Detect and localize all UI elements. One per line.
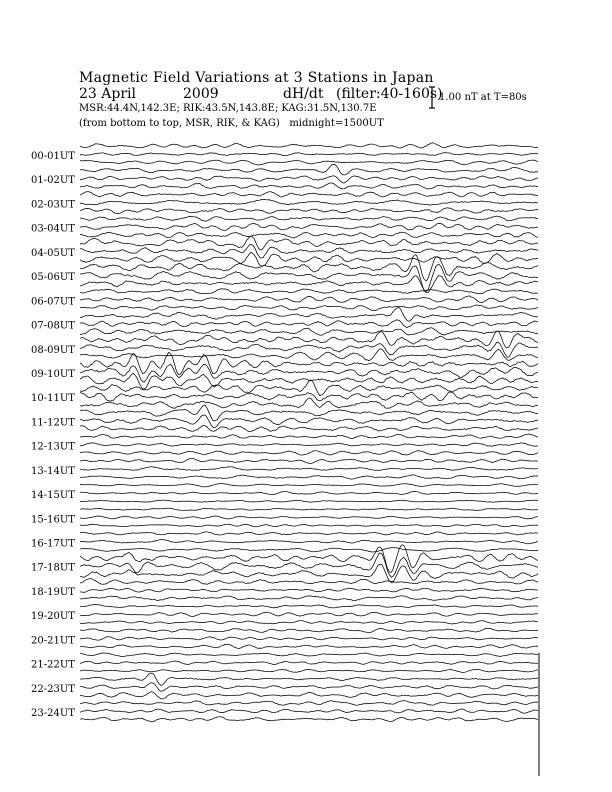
trace-line <box>80 637 538 640</box>
filter-label: (filter:40-160s) <box>336 86 443 102</box>
trace-line <box>80 208 538 214</box>
date-day: 23 April <box>79 86 136 102</box>
trace-line <box>80 508 538 511</box>
scale-bar <box>429 87 435 108</box>
trace-line <box>80 516 538 519</box>
trace-line <box>80 216 538 221</box>
trace-line <box>80 588 538 592</box>
trace-line <box>80 320 538 328</box>
hour-labels <box>31 151 75 719</box>
order-note: (from bottom to top, MSR, RIK, & KAG) <box>79 118 280 129</box>
trace-line <box>80 183 538 189</box>
trace-line <box>80 264 538 291</box>
station-coordinates: MSR:44.4N,142.3E; RIK:43.5N,143.8E; KAG:31.5N,130.7E <box>79 103 377 114</box>
trace-line <box>80 596 538 601</box>
hour-label: 00-01UT <box>31 151 75 162</box>
trace-line <box>80 252 538 266</box>
hour-label: 17-18UT <box>31 562 75 574</box>
hour-label: 03-04UT <box>31 223 75 235</box>
trace-line <box>80 491 538 494</box>
trace-group <box>80 143 538 722</box>
trace-line <box>80 467 538 471</box>
trace-line <box>80 484 538 487</box>
trace-line <box>80 653 538 657</box>
trace-line <box>80 661 538 665</box>
trace-line <box>80 548 538 552</box>
trace-line <box>80 701 538 706</box>
chart-title: Magnetic Field Variations at 3 Stations in Japan <box>79 70 434 86</box>
trace-line <box>80 305 538 311</box>
trace-line <box>80 459 538 464</box>
hour-label: 01-02UT <box>31 175 75 187</box>
trace-line <box>80 673 538 685</box>
hour-label: 07-08UT <box>31 320 75 332</box>
hour-label: 09-10UT <box>31 368 75 380</box>
trace-line <box>80 579 538 585</box>
trace-line <box>80 451 538 456</box>
hour-label: 14-15UT <box>31 490 75 502</box>
trace-line <box>80 236 538 250</box>
trace-line <box>80 612 538 616</box>
hour-label: 13-14UT <box>31 465 75 477</box>
trace-line <box>80 289 538 294</box>
trace-line <box>80 398 538 408</box>
hour-label: 02-03UT <box>31 199 75 211</box>
trace-line <box>80 199 538 205</box>
trace-line <box>80 545 538 573</box>
trace-line <box>80 669 538 672</box>
quantity-label: dH/dt <box>283 86 324 102</box>
midnight-note: midnight=1500UT <box>289 118 384 129</box>
trace-line <box>80 532 538 535</box>
trace-line <box>80 392 538 401</box>
trace-line <box>80 415 538 428</box>
hour-label: 15-16UT <box>31 514 75 526</box>
trace-line <box>80 604 538 608</box>
hour-label: 05-06UT <box>31 272 75 284</box>
hour-label: 08-09UT <box>31 344 75 356</box>
trace-line <box>80 683 538 692</box>
trace-line <box>80 192 538 197</box>
trace-line <box>80 475 538 479</box>
trace-line <box>80 426 538 432</box>
trace-line <box>80 349 538 361</box>
trace-line <box>80 524 538 526</box>
hour-label: 11-12UT <box>31 417 75 429</box>
trace-line <box>80 644 538 648</box>
trace-line <box>80 308 538 322</box>
trace-line <box>80 153 538 156</box>
trace-line <box>80 223 538 230</box>
trace-line <box>80 143 538 148</box>
trace-line <box>80 628 538 632</box>
hour-label: 21-22UT <box>31 659 75 671</box>
scale-bar-label: 1.00 nT at T=80s <box>439 92 527 103</box>
hour-label: 23-24UT <box>31 708 75 720</box>
hour-label: 22-23UT <box>31 683 75 695</box>
date-year: 2009 <box>183 86 219 102</box>
trace-line <box>80 328 538 335</box>
trace-line <box>80 232 538 238</box>
trace-line <box>80 540 538 544</box>
trace-line <box>80 296 538 303</box>
trace-line <box>80 244 538 258</box>
trace-line <box>80 164 538 175</box>
trace-line <box>80 500 538 502</box>
trace-line <box>80 717 538 722</box>
hour-label: 20-21UT <box>31 635 75 647</box>
trace-line <box>80 160 538 165</box>
trace-line <box>80 176 538 183</box>
hour-label: 18-19UT <box>31 586 75 598</box>
trace-line <box>80 692 538 699</box>
hour-label: 04-05UT <box>31 247 75 259</box>
trace-line <box>80 405 538 421</box>
trace-line <box>80 443 538 447</box>
trace-line <box>80 621 538 624</box>
hour-label: 06-07UT <box>31 296 75 308</box>
trace-line <box>80 709 538 714</box>
hour-label: 10-11UT <box>31 393 75 405</box>
hour-label: 16-17UT <box>31 538 75 550</box>
hour-label: 12-13UT <box>31 441 75 453</box>
hour-label: 19-20UT <box>31 611 75 623</box>
trace-line <box>80 434 538 439</box>
